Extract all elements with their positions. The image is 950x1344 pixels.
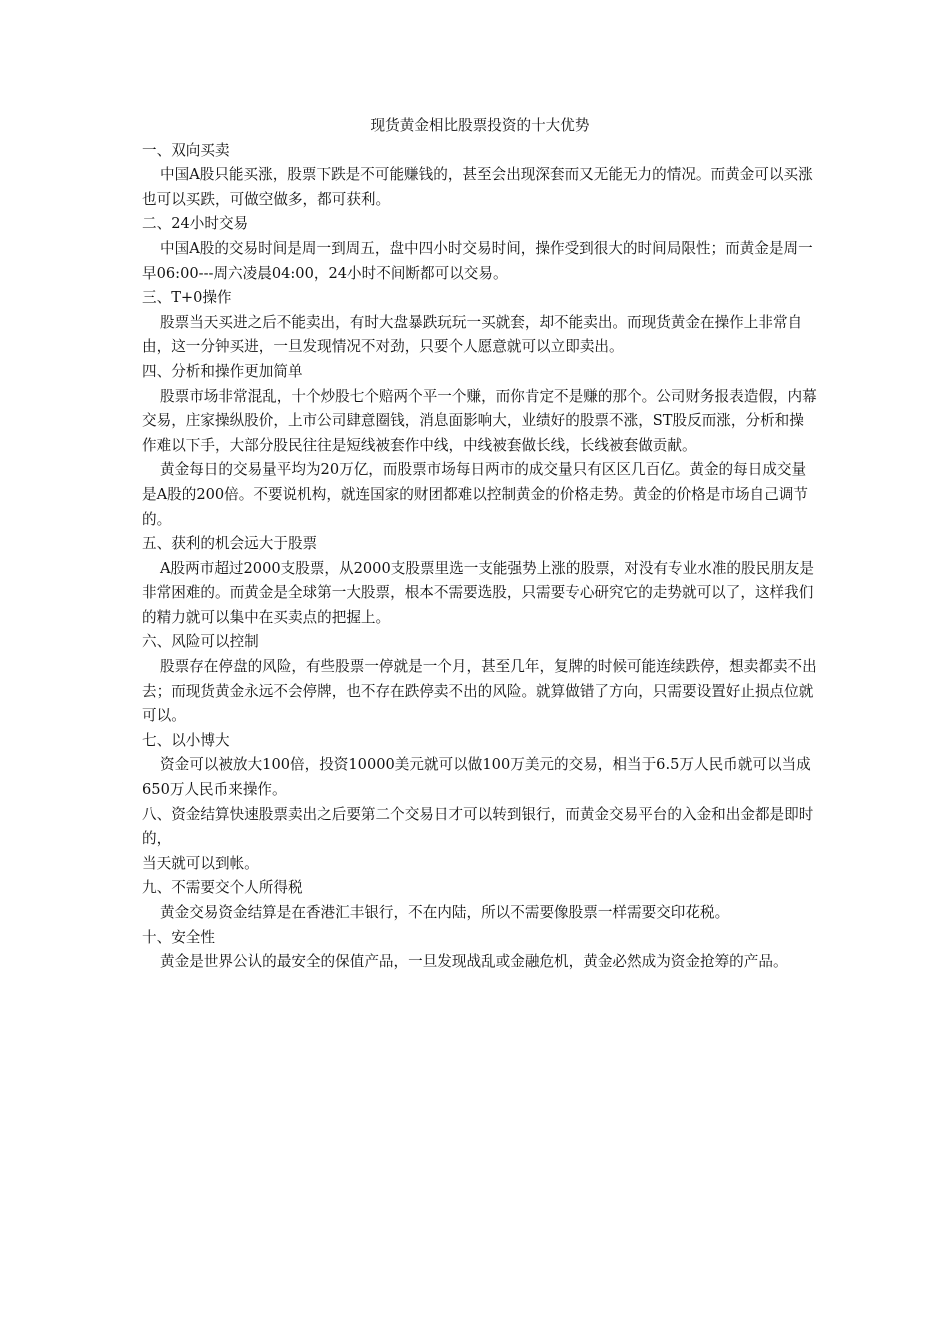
section-heading: 二、24小时交易 [142,215,249,233]
section-3 [142,286,818,360]
section-heading: 四、分析和操作更加简单 [142,362,303,380]
paragraph: 股票市场非常混乱，十个炒股七个赔两个平一个赚，而你肯定不是赚的那个。公司财务报表造假，内幕交易，庄家操纵股价，上市公司肆意圈钱，消息面影响大，业绩好的股票不涨，ST股反而涨，分析和操作难以下手，大部分股民往往是短线被套作中线，中线被套做长线，长线被套做贡献。 [142,387,817,454]
section-10 [142,926,818,975]
section-heading: 三、T+0操作 [142,289,232,307]
section-heading: 五、获利的机会远大于股票 [142,535,318,553]
document-title: 现货黄金相比股票投资的十大优势 [370,117,590,134]
section-8 [142,803,818,877]
section-2 [142,212,818,286]
section-heading: 八、资金结算快速股票卖出之后要第二个交易日才可以转到银行，而黄金交易平台的入金和出金都是即时的， [142,805,814,848]
section-7 [142,729,818,803]
section-1 [142,139,818,213]
paragraph: 中国A股的交易时间是周一到周五，盘中四小时交易时间，操作受到很大的时间局限性；而黄金是周一早06:00---周六凌晨04:00，24小时不间断都可以交易。 [142,239,813,282]
section-4 [142,360,818,532]
section-9 [142,876,818,925]
paragraph: 当天就可以到帐。 [142,854,259,872]
paragraph: 黄金交易资金结算是在香港汇丰银行，不在内陆，所以不需要像股票一样需要交印花税。 [160,904,730,921]
section-heading: 十、安全性 [142,928,215,946]
section-heading: 九、不需要交个人所得税 [142,879,303,897]
paragraph: 中国A股只能买涨，股票下跌是不可能赚钱的，甚至会出现深套而又无能无力的情况。而黄金可以买涨也可以买跌，可做空做多，都可获利。 [142,166,813,208]
paragraph: 股票存在停盘的风险，有些股票一停就是一个月，甚至几年，复牌的时候可能连续跌停，想卖都卖不出去；而现货黄金永远不会停牌，也不存在跌停卖不出的风险。就算做错了方向，只需要设置好止损点位就可以。 [142,658,817,725]
paragraph: 资金可以被放大100倍，投资10000美元就可以做100万美元的交易，相当于6.5万人民币就可以当成650万人民币来操作。 [142,756,811,799]
paragraph: 黄金每日的交易量平均为20万亿，而股票市场每日两市的成交量只有区区几百亿。黄金的每日成交量是A股的200倍。不要说机构，就连国家的财团都难以控制黄金的价格走势。黄金的价格是市场自己调节的。 [142,461,808,528]
paragraph: 股票当天买进之后不能卖出，有时大盘暴跌玩玩一买就套，却不能卖出。而现货黄金在操作上非常自由，这一分钟买进，一旦发现情况不对劲，只要个人愿意就可以立即卖出。 [142,313,803,356]
section-6 [142,630,818,728]
section-heading: 六、风险可以控制 [142,633,259,651]
section-heading: 七、以小博大 [142,731,230,749]
document-body [142,114,818,975]
paragraph: 黄金是世界公认的最安全的保值产品，一旦发现战乱或金融危机，黄金必然成为资金抢筹的产品。 [160,953,788,971]
section-5 [142,532,818,630]
section-heading: 一、双向买卖 [142,141,230,159]
paragraph: A股两市超过2000支股票，从2000支股票里选一支能强势上涨的股票，对没有专业水准的股民朋友是非常困难的。而黄金是全球第一大股票，根本不需要选股，只需要专心研究它的走势就可以了，这样我们的精力就可以集中在买卖点的把握上。 [142,559,814,626]
